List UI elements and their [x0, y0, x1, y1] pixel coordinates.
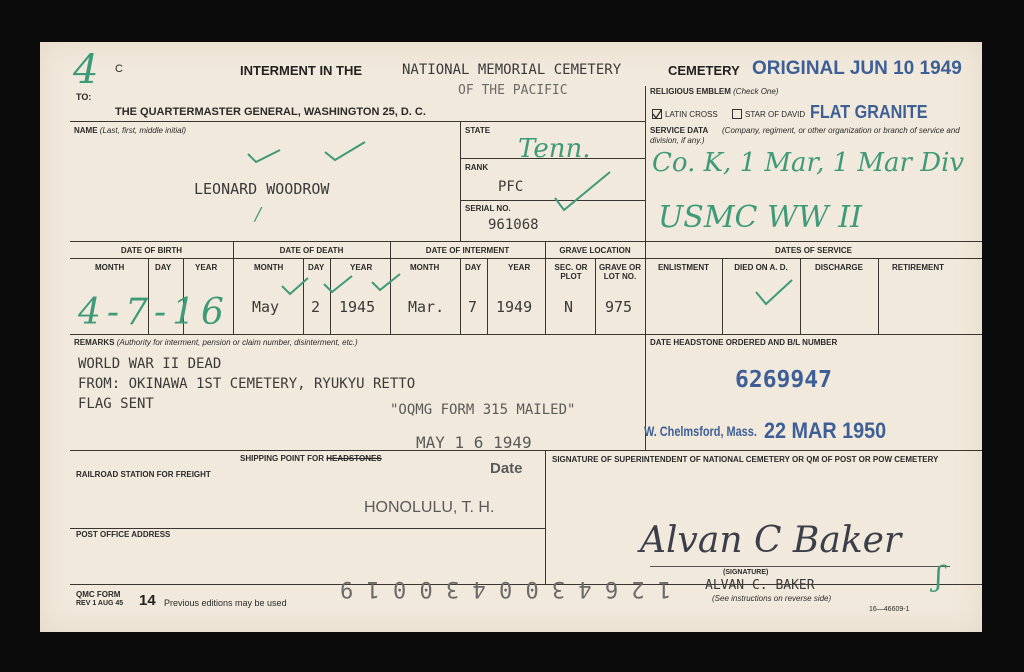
category-sub: C [115, 63, 123, 75]
rule-name-top [70, 121, 645, 122]
to-address: THE QUARTERMASTER GENERAL, WASHINGTON 25, D. C. [115, 106, 426, 118]
signature-typed: ALVAN C. BAKER [705, 578, 815, 593]
remarks-line1: WORLD WAR II DEAD [78, 356, 222, 372]
name-checkmarks [240, 138, 380, 168]
svc-col-died: DIED ON A. D. [734, 263, 788, 272]
grave-col-sec: SEC. OR PLOT [554, 263, 588, 281]
service-data-label: SERVICE DATA [650, 126, 709, 135]
interment-card [40, 42, 982, 632]
previous-editions: Previous editions may be used [164, 598, 287, 608]
signature-sublabel: (SIGNATURE) [723, 569, 769, 576]
rule-signature-left [545, 450, 546, 584]
form-number: 14 [139, 592, 156, 609]
title-left: INTERMENT IN THE [240, 63, 363, 78]
rule-remarks-top [70, 334, 982, 335]
grave-label: GRAVE LOCATION [559, 246, 631, 255]
state-label: STATE [465, 126, 491, 135]
service-data-line2: USMC WW II [658, 200, 862, 235]
rule-dates-top [70, 241, 982, 242]
service-data-hint: (Company, regiment, or other organization or branch of service and division, if any.) [650, 126, 960, 145]
rank-checkmark [550, 168, 620, 218]
po-label: POST OFFICE ADDRESS [76, 530, 171, 539]
oqmg-stamp: "OQMG FORM 315 MAILED" [390, 402, 576, 418]
service-dates-label: DATES OF SERVICE [774, 246, 853, 255]
headstone-number: 6269947 [735, 367, 832, 393]
svc-col-retire: RETIREMENT [892, 263, 944, 272]
rule-subheads [70, 258, 982, 259]
original-stamp: ORIGINAL JUN 10 1949 [752, 58, 962, 79]
headstone-location: W. Chelmsford, Mass. [644, 423, 757, 439]
form-id: QMC FORM [76, 590, 121, 599]
shipping-label: SHIPPING POINT FOR HEADSTONES [240, 454, 382, 463]
death-col-month: MONTH [254, 263, 284, 272]
death-col-year: YEAR [350, 263, 373, 272]
svc-col-enlist: ENLISTMENT [657, 263, 710, 272]
rule-state-left [460, 121, 461, 241]
signature-label: SIGNATURE OF SUPERINTENDENT OF NATIONAL CEMETERY OR QM OF POST OR POW CEMETERY [552, 455, 939, 464]
grave-sec: N [564, 298, 574, 316]
signature-note: (See instructions on reverse side) [712, 594, 832, 603]
birth-value: 4-7-16 [78, 292, 230, 333]
grave-lot: 975 [605, 298, 633, 316]
death-year: 1945 [339, 298, 376, 316]
birth-col-month: MONTH [95, 263, 125, 272]
star-of-david-checkbox[interactable] [732, 109, 742, 119]
name-value: LEONARD WOODROW [194, 180, 330, 198]
rail-label: RAILROAD STATION FOR FREIGHT [76, 470, 211, 479]
signature-line [650, 566, 950, 567]
service-data-line1: Co. K, 1 Mar, 1 Mar Div [652, 148, 965, 178]
interment-day: 7 [468, 298, 478, 316]
latin-cross-label: LATIN CROSS [665, 110, 718, 119]
remarks-label: REMARKS (Authority for interment, pension or claim number, disinterment, etc.) [74, 338, 358, 347]
serial-label: SERIAL NO. [465, 204, 511, 213]
remarks-line2: FROM: OKINAWA 1ST CEMETERY, RYUKYU RETTO [78, 376, 416, 392]
handwritten-signature: Alvan C Baker [640, 520, 902, 561]
state-value: Tenn. [518, 134, 591, 164]
rail-value: HONOLULU, T. H. [364, 499, 495, 516]
death-col-day: DAY [308, 263, 325, 272]
grave-col-lot: GRAVE OR LOT NO. [598, 263, 642, 281]
interment-year: 1949 [496, 298, 533, 316]
latin-cross-checkbox[interactable] [652, 109, 662, 119]
remarks-line3: FLAG SENT [78, 396, 154, 412]
star-of-david-label: STAR OF DAVID [745, 110, 806, 119]
rule-int-day [460, 258, 461, 334]
birth-col-year: YEAR [195, 263, 218, 272]
rank-label: RANK [465, 163, 489, 172]
cemetery-name-typed: NATIONAL MEMORIAL CEMETERY [402, 62, 622, 78]
may-date-stamp: MAY 1 6 1949 [416, 433, 532, 452]
print-code: 16—46609-1 [869, 606, 910, 613]
birth-label: DATE OF BIRTH [120, 246, 183, 255]
inverted-number-strip: 1 2 6 4 3 0 0 4 3 0 0 1 9 [340, 576, 672, 601]
name-tick: / [255, 204, 262, 225]
form-rev: REV 1 AUG 45 [76, 600, 124, 607]
death-checkmarks [280, 266, 420, 298]
interment-col-day: DAY [465, 263, 482, 272]
died-on-ad-checkmark [752, 278, 802, 310]
svc-col-discharge: DISCHARGE [814, 263, 863, 272]
green-check-flourish: ʃ [935, 560, 943, 593]
category-mark: 4 [73, 47, 99, 93]
death-label: DATE OF DEATH [279, 246, 344, 255]
flat-granite-stamp: FLAT GRANITE [810, 102, 928, 122]
title-right: CEMETERY [668, 63, 740, 78]
to-label: TO: [76, 92, 92, 102]
interment-month: Mar. [408, 298, 445, 316]
headstone-label: DATE HEADSTONE ORDERED AND B/L NUMBER [650, 338, 838, 347]
headstone-date: 22 MAR 1950 [764, 418, 887, 443]
rule-po-top [70, 528, 545, 529]
religious-label: RELIGIOUS EMBLEM (Check One) [650, 87, 779, 96]
shipping-date-word: Date [490, 460, 523, 477]
cemetery-name-typed-2: OF THE PACIFIC [458, 83, 568, 98]
name-label: NAME (Last, first, middle initial) [74, 126, 187, 135]
interment-label: DATE OF INTERMENT [425, 246, 510, 255]
serial-value: 961068 [488, 217, 539, 233]
rule-int-year [487, 258, 488, 334]
death-month: May [252, 298, 280, 316]
interment-col-year: YEAR [508, 263, 531, 272]
check-mark-icon [652, 109, 662, 119]
interment-col-month: MONTH [410, 263, 440, 272]
birth-col-day: DAY [155, 263, 172, 272]
death-day: 2 [311, 298, 321, 316]
rank-value: PFC [498, 179, 524, 195]
